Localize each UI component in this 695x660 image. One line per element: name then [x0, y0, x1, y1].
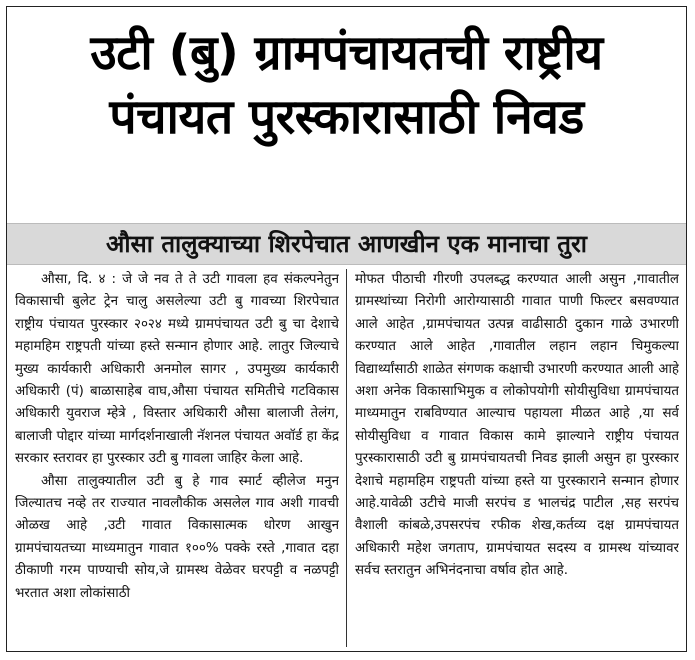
article-column-right — [355, 269, 679, 647]
newspaper-clipping — [6, 6, 687, 652]
headline-line-2: पंचायत पुरस्कारासाठी निवड — [109, 89, 584, 145]
article-paragraph: मोफत पीठाची गीरणी उपलब्द्ध करण्यात आली असुन ,गावातील ग्रामस्थांच्या निरोगी आरोग्यासाठी गावात पाणी फिल्टर बसवण्यात आले आहेत ,ग्रामपंचायत उत्पन्न वाढीसाठी दुकान गाळे उभारणी करण्यात आले आहेत ,गावातील लहान लहान चिमुकल्या विद्यार्थ्यांसाठी शाळेत संगणक कक्षाची उभारणी करण्यात आली आहे अशा अनेक विकासाभिमुक व लोकोपयोगी सोयीसुविधा ग्रामपंचायत माध्यमातुन राबविण्यात आल्याच पहायला मीळत आहे ,या सर्व सोयीसुविधा व गावात विकास कामे झाल्याने राष्ट्रीय पंचायत पुरस्कारासाठी उटी बु ग्रामपंचायतची निवड झाली असुन हा पुरस्कार देशाचे महामहिम राष्ट्रपती यांच्या हस्ते या पुरस्काराने सन्मान होणार आहे.यावेळी उटीचे माजी सरपंच ड भालचंद्र पाटील ,सह सरपंच वैशाली कांबळे,उपसरपंच रफीक शेख,कर्तव्य दक्ष ग्रामपंचायत अधिकारी महेश जगताप, ग्रामपंचायत सदस्य व ग्रामस्थ यांच्यावर सर्वच स्तरातुन अभिनंदनाचा वर्षाव होत आहे. — [355, 272, 679, 579]
headline — [7, 21, 686, 149]
headline-line-1: उटी (बु) ग्रामपंचायतची राष्ट्रीय — [90, 25, 603, 81]
article-paragraph: औसा, दि. ४ : जे जे नव ते ते उटी गावला हव संकल्पनेतुन विकासाची बुलेट ट्रेन चालु असलेल्या उटी बु गावच्या शिरपेचात राष्ट्रीय पंचायत पुरस्कार २०२४ मध्ये ग्रामपंचायत उटी बु चा देशाचे महामहिम राष्ट्रपती यांच्या हस्ते सन्मान होणार आहे. लातुर जिल्याचे मुख्य कार्यकारी अधिकारी अनमोल सागर , उपमुख्य कार्यकारी अधिकारी (पं) बाळासाहेब वाघ,औसा पंचायत समितीचे गटविकास अधिकारी युवराज म्हेत्रे , विस्तार अधिकारी औसा बालाजी तेलंग, बालाजी पोद्दार यांच्या मार्गदर्शनाखाली नॅशनल पंचायत अवॉर्ड हा केंद्र सरकार स्तरावर हा पुरस्कार उटी बु गावला जाहिर केला आहे. — [15, 272, 339, 467]
column-divider — [346, 269, 347, 647]
subheadline: औसा तालुक्याच्या शिरपेचात आणखीन एक मानाचा तुरा — [7, 223, 686, 265]
article-column-left — [15, 269, 339, 647]
article-paragraph: औसा तालुक्यातील उटी बु हे गाव स्मार्ट व्हीलेज मनुन जिल्यातच नव्हे तर राज्यात नावलौकीक असलेल गाव अशी गावची ओळख आहे ,उटी गावात विकासात्मक धोरण आखुन ग्रामपंचायतच्या माध्यमातुन गावात १००% पक्के रस्ते ,गावात दहा ठीकाणी गरम पाण्याची सोय,जे ग्रामस्थ वेळेवर घरपट्टी व नळपट्टी भरतात अशा लोकांसाठी — [15, 473, 339, 601]
